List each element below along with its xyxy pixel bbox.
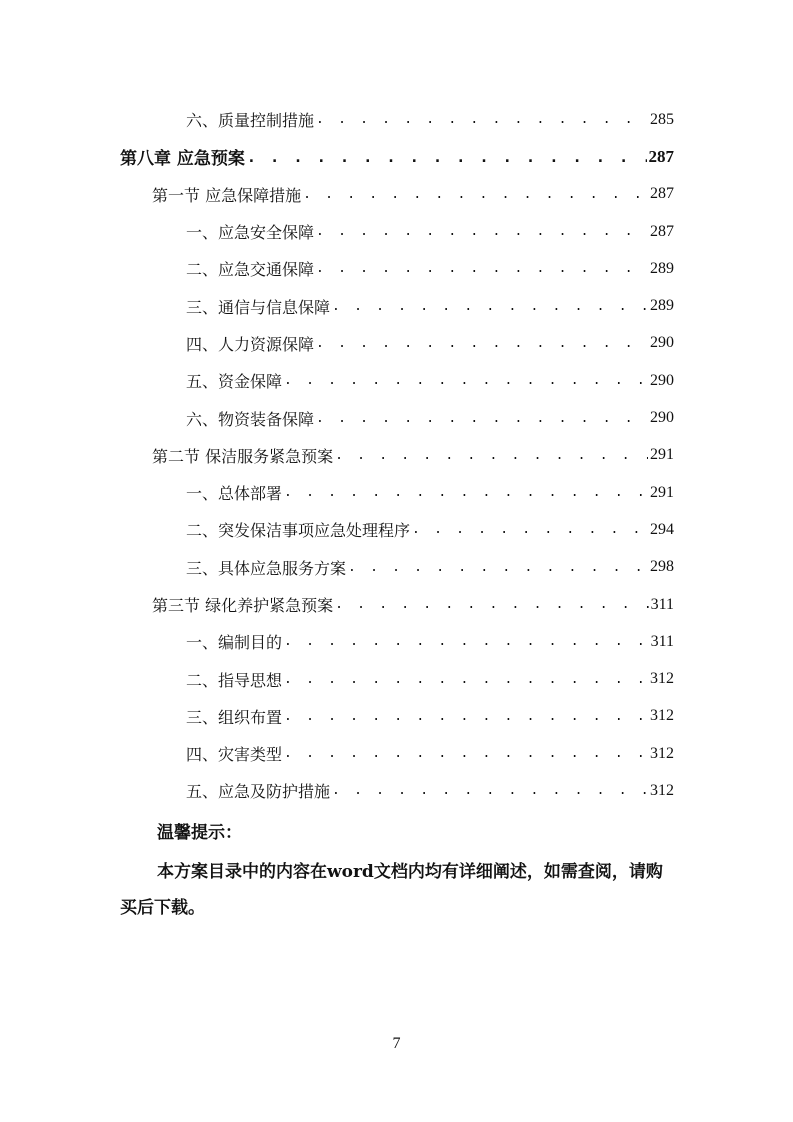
toc-entry-page: 287 [650,222,674,240]
toc-entry[interactable] [0,474,793,511]
toc-entry-page: 291 [650,483,674,501]
toc-entry-section[interactable] [0,437,793,474]
toc-entry-page: 290 [650,371,674,389]
toc-entry[interactable] [0,101,793,138]
table-of-contents [0,101,793,810]
toc-entry-page: 298 [650,558,674,576]
toc-entry-page: 287 [648,146,674,166]
toc-entry-page: 290 [650,409,674,427]
toc-entry-title: 六、物资装备保障 [186,409,315,429]
toc-entry-title: 第二节 保洁服务紧急预案 [152,446,334,466]
toc-entry-title: 六、质量控制措施 [186,111,315,131]
toc-leader-dots [335,448,648,463]
toc-entry-section[interactable] [0,586,793,623]
toc-leader-dots [284,485,648,500]
toc-leader-dots [316,411,648,426]
toc-leader-dots [316,336,648,351]
toc-entry-title: 二、指导思想 [186,670,283,690]
toc-entry-title: 二、应急交通保障 [186,260,315,280]
toc-leader-dots [284,709,648,724]
toc-leader-dots [284,746,648,761]
toc-entry-page: 312 [650,670,674,688]
toc-entry[interactable] [0,735,793,772]
toc-entry-title: 一、编制目的 [186,633,283,653]
toc-leader-dots [284,634,649,649]
toc-entry-title: 第一节 应急保障措施 [152,185,302,205]
toc-entry-title: 四、灾害类型 [186,745,283,765]
toc-leader-dots [284,672,648,687]
toc-entry-section[interactable] [0,176,793,213]
toc-entry-title: 二、突发保洁事项应急处理程序 [186,521,411,541]
toc-entry-page: 291 [650,446,674,464]
toc-entry-page: 311 [650,632,674,650]
toc-leader-dots [332,783,648,798]
toc-leader-dots [335,597,649,612]
toc-entry-page: 290 [650,334,674,352]
toc-leader-dots [247,148,647,166]
toc-entry-title: 第三节 绿化养护紧急预案 [152,596,334,615]
toc-entry-title: 五、资金保障 [186,372,283,392]
toc-entry-title: 四、人力资源保障 [186,334,315,354]
toc-entry-page: 294 [650,520,674,538]
toc-entry[interactable] [0,325,793,362]
toc-entry[interactable] [0,698,793,735]
toc-entry-page: 311 [650,595,674,613]
toc-entry[interactable] [0,250,793,287]
toc-entry-page: 289 [650,297,674,315]
toc-entry[interactable] [0,213,793,250]
toc-entry-page: 287 [650,185,674,203]
toc-leader-dots [316,224,648,239]
toc-entry-title: 第八章 应急预案 [120,149,245,170]
toc-leader-dots [303,187,648,202]
toc-entry[interactable] [0,772,793,809]
tip-body: 本方案目录中的内容在word文档内均有详细阐述，如需查阅，请购买后下载。 [120,862,663,918]
toc-leader-dots [284,373,648,388]
toc-entry-title: 一、总体部署 [186,484,283,504]
tip-heading: 温馨提示： [157,823,242,843]
toc-entry-title: 五、应急及防护措施 [186,782,331,802]
page-number: 7 [392,1035,401,1052]
toc-leader-dots [332,299,648,314]
toc-entry-page: 285 [650,110,674,128]
toc-entry[interactable] [0,549,793,586]
toc-entry-chapter[interactable] [0,138,793,175]
toc-entry[interactable] [0,660,793,697]
toc-entry-title: 三、通信与信息保障 [186,297,331,317]
toc-leader-dots [316,112,648,127]
toc-entry[interactable] [0,399,793,436]
toc-entry-title: 一、应急安全保障 [186,223,315,243]
toc-entry[interactable] [0,511,793,548]
toc-entry-page: 312 [650,707,674,725]
toc-entry[interactable] [0,287,793,324]
toc-entry[interactable] [0,623,793,660]
toc-entry-page: 289 [650,259,674,277]
toc-leader-dots [348,560,648,575]
toc-entry-page: 312 [650,744,674,762]
toc-leader-dots [412,522,648,537]
toc-entry[interactable] [0,362,793,399]
toc-entry-page: 312 [650,781,674,799]
toc-entry-title: 三、具体应急服务方案 [186,558,347,578]
toc-leader-dots [316,261,648,276]
toc-entry-title: 三、组织布置 [186,707,283,727]
